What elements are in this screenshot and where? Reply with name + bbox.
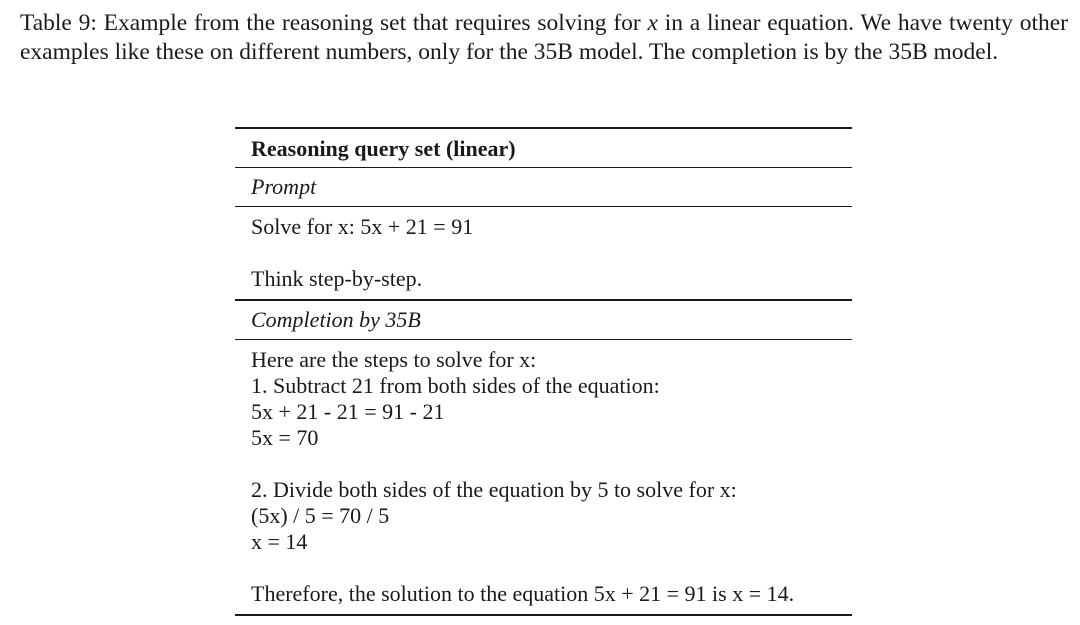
completion-block [235,340,852,614]
bottom-rule [235,614,852,616]
completion-line: Here are the steps to solve for x: [251,346,537,372]
completion-blank-line [251,555,852,581]
caption-suffix: in a linear equation. We have twenty other examples like these on different numbers, only for the 35B model. The completion is by the 35B model. [20,10,1068,65]
completion-header: Completion by 35B [251,306,421,332]
caption-prefix: Table 9: Example from the reasoning set that requires solving for [20,10,648,36]
completion-line: x = 14 [251,528,308,554]
prompt-header: Prompt [251,174,317,200]
completion-line: 1. Subtract 21 from both sides of the equation: [251,372,660,398]
completion-line: 5x = 70 [251,424,319,450]
completion-blank-line [251,451,852,477]
table-caption [20,9,1068,67]
prompt-block [235,207,852,299]
completion-line: Therefore, the solution to the equation 5x + 21 = 91 is x = 14. [251,580,795,606]
completion-line: 2. Divide both sides of the equation by 5 to solve for x: [251,476,737,502]
reasoning-query-table [235,127,852,616]
prompt-line: Solve for x: 5x + 21 = 91 [251,214,474,240]
caption-variable: x [647,10,658,36]
prompt-line: Think step-by-step. [251,266,423,292]
table-title: Reasoning query set (linear) [251,136,516,161]
prompt-blank-line [251,240,852,266]
completion-line: (5x) / 5 = 70 / 5 [251,502,390,528]
completion-line: 5x + 21 - 21 = 91 - 21 [251,398,445,424]
